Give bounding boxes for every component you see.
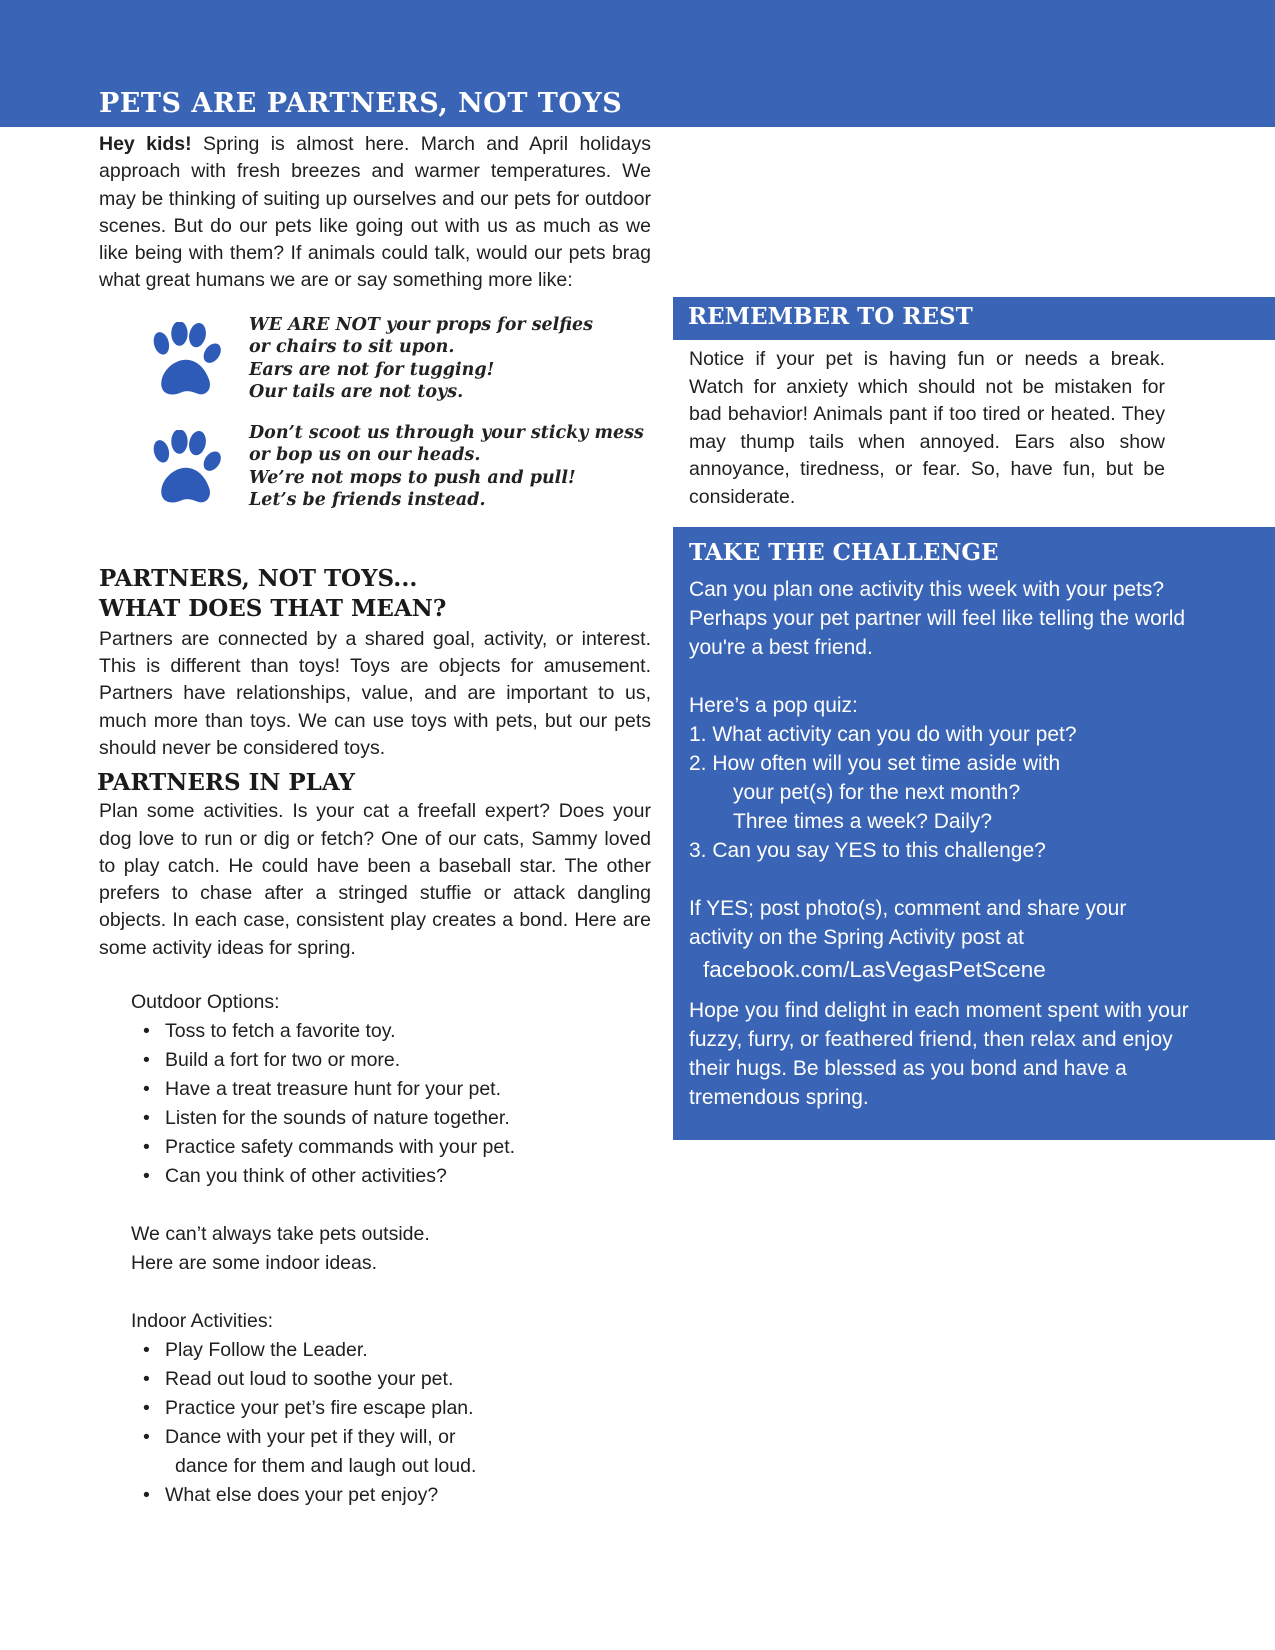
partners-heading	[99, 564, 651, 624]
quiz-question-1: 1. What activity can you do with your pet?	[689, 723, 1077, 746]
paw-print-icon	[145, 430, 227, 512]
indoor-note-line: We can’t always take pets outside.	[131, 1223, 430, 1246]
intro-lead: Hey kids!	[99, 133, 192, 155]
list-item-continuation: dance for them and laugh out loud.	[175, 1455, 477, 1478]
poem-line: or bop us on our heads.	[249, 445, 481, 466]
play-heading: PARTNERS IN PLAY	[97, 769, 355, 797]
play-paragraph: Plan some activities. Is your cat a freefall expert? Does your dog love to run or dig or fetch? One of our cats, Sammy loved to play catch. He could have been a baseball star. The other prefers to chase after a stringed stuffie or attack dangling objects. In each case, consistent play creates a bond. Here are some activity ideas for spring.	[99, 800, 651, 959]
list-item: • Read out loud to soothe your pet.	[165, 1365, 651, 1394]
list-item: • Have a treat treasure hunt for your pet.	[165, 1075, 651, 1104]
poem-verse-2	[99, 422, 651, 530]
facebook-link[interactable]: facebook.com/LasVegasPetScene	[703, 957, 1046, 982]
partners-paragraph: Partners are connected by a shared goal, activity, or interest. This is different than toys! Toys are objects for amusement. Partners have relationships, value, and are important to us, much more than toys. We can use toys with pets, but our pets should never be considered toys.	[99, 627, 651, 759]
indoor-note	[131, 1220, 651, 1278]
partners-heading-line: WHAT DOES THAT MEAN?	[99, 594, 447, 622]
list-item: • Practice your pet’s fire escape plan.	[165, 1394, 651, 1423]
list-item: • Listen for the sounds of nature together.	[165, 1104, 651, 1133]
quiz-question-2: 2. How often will you set time aside with	[689, 752, 1061, 775]
page-title: PETS ARE PARTNERS, NOT TOYS	[99, 88, 623, 119]
outdoor-list	[99, 1017, 651, 1191]
list-item: • Practice safety commands with your pet.	[165, 1133, 651, 1162]
quiz-question-2-cont: your pet(s) for the next month?	[733, 781, 1021, 804]
share-instructions: If YES; post photo(s), comment and share your activity on the Spring Activity post at	[689, 897, 1127, 949]
closing-paragraph: Hope you find delight in each moment spent with your fuzzy, furry, or feathered friend, then relax and enjoy their hugs. Be blessed as you bond and have a tremendous spring.	[689, 999, 1189, 1109]
quiz-question-2-cont: Three times a week? Daily?	[733, 810, 993, 833]
rest-paragraph: Notice if your pet is having fun or needs a break. Watch for anxiety which should not be mistaken for bad behavior! Animals pant if too tired or heated. They may thump tails when annoyed. Ears also show annoyance, tiredness, or fear. So, have fun, but be considerate.	[689, 348, 1165, 508]
indoor-list-title: Indoor Activities:	[131, 1310, 273, 1333]
rest-heading: REMEMBER TO REST	[688, 303, 973, 330]
poem-line: WE ARE NOT your props for selfies	[249, 314, 594, 335]
paw-print-icon	[145, 322, 227, 404]
list-item: • Toss to fetch a favorite toy.	[165, 1017, 651, 1046]
poem-line: Let’s be friends instead.	[249, 490, 486, 511]
verse-1-text	[249, 314, 593, 404]
poem-line: or chairs to sit upon.	[249, 337, 455, 358]
challenge-box	[673, 527, 1275, 1140]
list-item: • Build a fort for two or more.	[165, 1046, 651, 1075]
quiz-title: Here’s a pop quiz:	[689, 694, 858, 717]
poem-line: Our tails are not toys.	[249, 382, 464, 403]
list-item: • What else does your pet enjoy?	[165, 1481, 651, 1510]
challenge-heading: TAKE THE CHALLENGE	[689, 539, 999, 566]
poem-line: Ears are not for tugging!	[249, 359, 495, 380]
list-item	[165, 1423, 651, 1481]
outdoor-list-title: Outdoor Options:	[131, 991, 280, 1014]
challenge-body	[689, 575, 1189, 1112]
indoor-list	[99, 1336, 651, 1510]
challenge-intro: Can you plan one activity this week with your pets? Perhaps your pet partner will feel like telling the world you're a best friend.	[689, 578, 1186, 659]
poem-verse-1	[99, 314, 651, 422]
poem-line: We’re not mops to push and pull!	[249, 467, 576, 488]
partners-heading-line: PARTNERS, NOT TOYS...	[99, 564, 418, 592]
list-item: • Can you think of other activities?	[165, 1162, 651, 1191]
left-column	[99, 131, 651, 1510]
verse-2-text	[249, 422, 644, 512]
quiz-question-3: 3. Can you say YES to this challenge?	[689, 839, 1046, 862]
poem-line: Don’t scoot us through your sticky mess	[249, 422, 644, 443]
intro-text: Spring is almost here. March and April holidays approach with fresh breezes and warmer temperatures. We may be thinking of suiting up ourselves and our pets for outdoor scenes. But do our pets like going out with us as much as we like being with them? If animals could talk, would our pets brag what great humans we are or say something more like:	[99, 133, 651, 292]
indoor-note-line: Here are some indoor ideas.	[131, 1252, 378, 1275]
intro-paragraph	[99, 131, 651, 295]
list-item-text: Dance with your pet if they will, or	[165, 1426, 456, 1449]
list-item: • Play Follow the Leader.	[165, 1336, 651, 1365]
